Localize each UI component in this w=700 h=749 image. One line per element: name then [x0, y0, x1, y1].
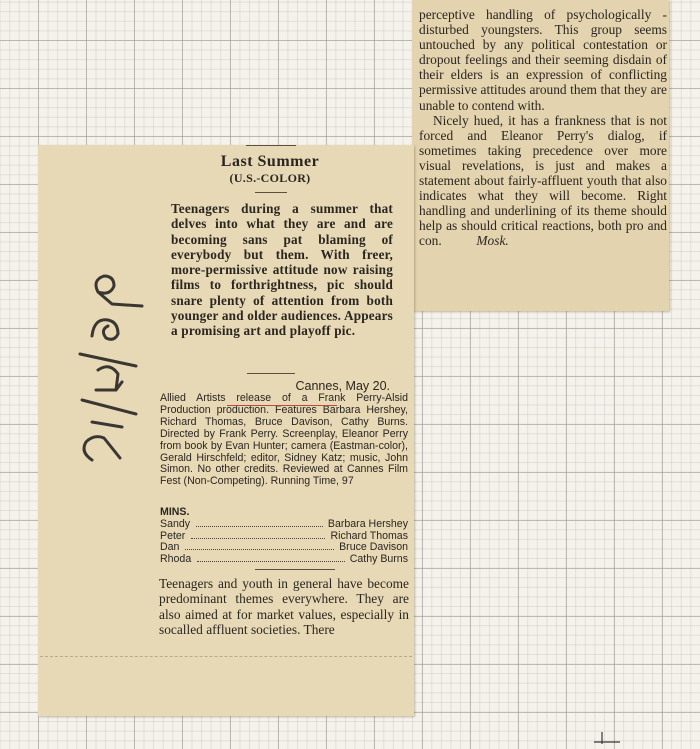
- cast-role: Dan: [160, 541, 180, 554]
- paragraph: perceptive handling of psychologically - disturbed youngsters. This group seems untouched by any political contestation or dropout feelings and their seeming disdain of their elders is an expression of conflicting permissive attitudes around them that they are unable to contend with.: [419, 7, 667, 113]
- article-subtitle: (U.S.-COLOR): [229, 171, 311, 185]
- cast-role: Sandy: [160, 518, 191, 530]
- handwritten-date: [52, 262, 172, 472]
- lead-rule: [247, 373, 295, 374]
- cast-actor: Richard Thomas: [330, 529, 408, 542]
- ink-corner-mark: [590, 728, 630, 746]
- cast-list: [160, 518, 408, 564]
- cast-role: Rhoda: [160, 552, 192, 565]
- credits-block: Allied Artists release of a Frank Perry-Alsid Production production. Features Barbara Hershey, Richard Thomas, Bruce Davison, Cathy Burns. Directed by Frank Perry. Screenplay, Eleanor Perry from book by Evan Hunter; camera (Eastman-color), Gerald Hirschfeld; editor, Sidney Katz; music, John Simon. No other credits. Reviewed at Cannes Film Fest (Non-Competing). Running Time, 97: [160, 392, 408, 488]
- cast-row: [160, 530, 408, 542]
- title-rule: [255, 192, 287, 193]
- body-text-right: [419, 7, 667, 249]
- cast-row: [160, 553, 408, 565]
- body-text-left: Teenagers and youth in general have become predominant themes everywhere. They are also aimed at for market values, especially in socalled affluent societies. There: [159, 576, 409, 637]
- cast-actor: Barbara Hershey: [327, 518, 408, 530]
- paper-fold-line: [40, 656, 412, 657]
- author-signature: Mosk.: [476, 233, 509, 249]
- leader-dots: [185, 549, 334, 550]
- article-title: Last Summer: [220, 153, 320, 170]
- cast-row: [160, 518, 408, 530]
- top-rule: [246, 145, 296, 146]
- lead-paragraph: Teenagers during a summer that delves into what they are and are becoming sans pat blaming of everybody but them. With freer, more-permissive attitude now raising films to forthrightness, pic should snare plenty of attention from both younger and older audiences. Appears a promising art and playoff pic.: [171, 201, 393, 339]
- running-time-unit: MINS.: [160, 506, 190, 518]
- leader-dots: [191, 538, 325, 539]
- cast-actor: Cathy Burns: [349, 552, 408, 565]
- dateline: Cannes, May 20.: [295, 379, 390, 393]
- paragraph-text: Nicely hued, it has a frankness that is not forced and Eleanor Perry's dialog, if sometimes taking precedence over more visual revelations, is just and makes a statement about fairly-affluent youth that also indicates what they will become. Right handling and underlining of its theme should help as should critical reactions, both pro and con.: [419, 112, 667, 249]
- cast-role: Peter: [160, 529, 186, 542]
- cast-rule: [255, 569, 335, 570]
- red-underline-mark: [227, 405, 337, 406]
- paragraph: [419, 113, 667, 249]
- cast-row: [160, 541, 408, 553]
- cast-actor: Bruce Davison: [339, 541, 408, 554]
- leader-dots: [197, 561, 344, 562]
- leader-dots: [196, 526, 323, 527]
